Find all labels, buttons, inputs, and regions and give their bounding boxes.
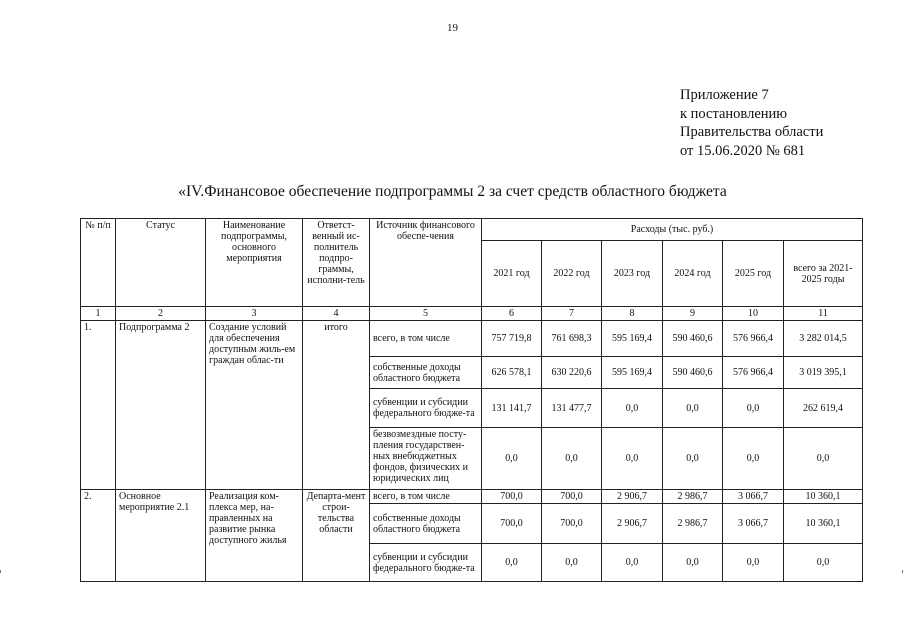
value-cell: 2 906,7: [602, 490, 663, 504]
appendix-line: Приложение 7: [680, 87, 769, 103]
value-cell: 10 360,1: [784, 490, 863, 504]
value-cell: 3 019 395,1: [784, 357, 863, 389]
value-cell: 0,0: [602, 544, 663, 582]
header-year: 2021 год: [482, 241, 542, 307]
value-cell: 595 169,4: [602, 357, 663, 389]
value-cell: 3 066,7: [723, 490, 784, 504]
value-cell: 0,0: [784, 428, 863, 490]
value-cell: 131 477,7: [542, 389, 602, 428]
value-cell: 0,0: [602, 428, 663, 490]
column-number: 5: [370, 307, 482, 321]
row-name: Реализация ком-плекса мер, на-правленных на развитие рынка доступного жилья: [206, 490, 303, 582]
appendix-line: от 15.06.2020 № 681: [680, 142, 806, 159]
value-cell: 262 619,4: [784, 389, 863, 428]
header-year: 2024 год: [663, 241, 723, 307]
value-cell: 626 578,1: [482, 357, 542, 389]
value-cell: 630 220,6: [542, 357, 602, 389]
value-cell: 595 169,4: [602, 321, 663, 357]
value-cell: 10 360,1: [784, 504, 863, 544]
column-number: 8: [602, 307, 663, 321]
row-num: 1.: [81, 321, 116, 490]
value-cell: 0,0: [663, 428, 723, 490]
row-source: всего, в том числе: [370, 321, 482, 357]
row-status: Основное мероприятие 2.1: [116, 490, 206, 582]
value-cell: 0,0: [723, 389, 784, 428]
row-source: собственные доходы областного бюджета: [370, 357, 482, 389]
value-cell: 2 906,7: [602, 504, 663, 544]
section-title: «IV.Финансовое обеспечение подпрограммы 2 за счет средств областного бюджета: [178, 183, 727, 200]
value-cell: 0,0: [482, 544, 542, 582]
header-year: 2022 год: [542, 241, 602, 307]
row-source: безвозмездные посту-пления государствен-ных внебюджетных фондов, физических и юридических лиц: [370, 428, 482, 490]
row-source: собственные доходы областного бюджета: [370, 504, 482, 544]
column-number: 4: [303, 307, 370, 321]
value-cell: 761 698,3: [542, 321, 602, 357]
value-cell: 0,0: [602, 389, 663, 428]
header-total: всего за 2021-2025 годы: [784, 241, 863, 307]
value-cell: 3 282 014,5: [784, 321, 863, 357]
value-cell: 2 986,7: [663, 490, 723, 504]
table-row: [81, 490, 863, 504]
value-cell: 0,0: [663, 389, 723, 428]
header-name: Наименование подпрограммы, основного мероприятия: [206, 219, 303, 307]
value-cell: 590 460,6: [663, 321, 723, 357]
row-num: 2.: [81, 490, 116, 582]
value-cell: 0,0: [723, 428, 784, 490]
column-number-row: [81, 307, 863, 321]
value-cell: 700,0: [482, 490, 542, 504]
value-cell: 2 986,7: [663, 504, 723, 544]
row-responsible: Департа-мент строи-тельства области: [303, 490, 370, 582]
column-number: 10: [723, 307, 784, 321]
value-cell: 131 141,7: [482, 389, 542, 428]
value-cell: 0,0: [482, 428, 542, 490]
value-cell: 576 966,4: [723, 357, 784, 389]
value-cell: 0,0: [784, 544, 863, 582]
row-status: Подпрограмма 2: [116, 321, 206, 490]
column-number: 7: [542, 307, 602, 321]
value-cell: 576 966,4: [723, 321, 784, 357]
column-number: 6: [482, 307, 542, 321]
appendix-line: к постановлению: [680, 105, 788, 122]
value-cell: 700,0: [542, 504, 602, 544]
value-cell: 700,0: [482, 504, 542, 544]
value-cell: 700,0: [542, 490, 602, 504]
row-source: всего, в том числе: [370, 490, 482, 504]
header-source: Источник финансового обеспе-чения: [370, 219, 482, 307]
column-number: 11: [784, 307, 863, 321]
row-source: субвенции и субсидии федерального бюдже-та: [370, 544, 482, 582]
row-source: субвенции и субсидии федерального бюдже-та: [370, 389, 482, 428]
header-status: Статус: [116, 219, 206, 307]
header-num: № п/п: [81, 219, 116, 307]
row-name: Создание условий для обеспечения доступным жиль-ем граждан облас-ти: [206, 321, 303, 490]
financing-table: [80, 218, 863, 582]
column-number: 1: [81, 307, 116, 321]
value-cell: 0,0: [663, 544, 723, 582]
appendix-block: [680, 86, 823, 160]
margin-mark: [0, 570, 4, 573]
header-expenses: Расходы (тыс. руб.): [482, 219, 863, 241]
header-year: 2025 год: [723, 241, 784, 307]
table-row: [81, 321, 863, 357]
column-number: 9: [663, 307, 723, 321]
value-cell: 590 460,6: [663, 357, 723, 389]
column-number: 2: [116, 307, 206, 321]
column-number: 3: [206, 307, 303, 321]
value-cell: 0,0: [542, 428, 602, 490]
value-cell: 0,0: [723, 544, 784, 582]
page-number: 19: [447, 22, 458, 34]
appendix-line: Правительства области: [680, 124, 824, 140]
row-responsible: итого: [303, 321, 370, 490]
header-year: 2023 год: [602, 241, 663, 307]
value-cell: 3 066,7: [723, 504, 784, 544]
header-responsible: Ответст-венный ис-полнитель подпро-граммы, исполни-тель: [303, 219, 370, 307]
value-cell: 0,0: [542, 544, 602, 582]
value-cell: 757 719,8: [482, 321, 542, 357]
